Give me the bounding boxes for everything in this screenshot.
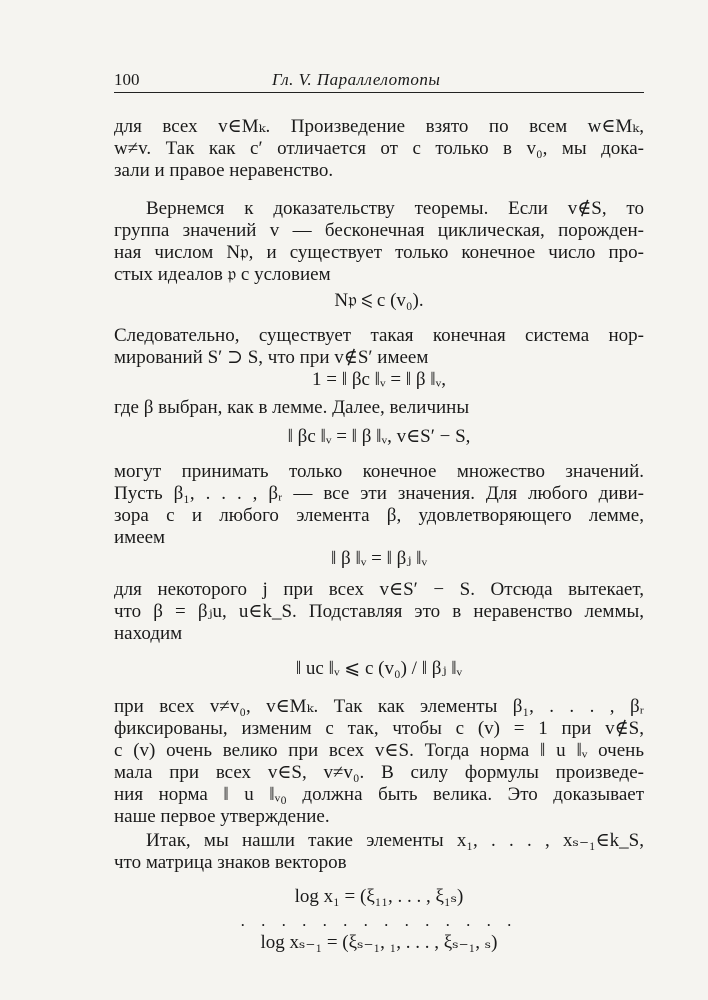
text-line: наше первое утверждение. [114, 806, 330, 827]
text-line: мала при всех v∈S, v≠v₀. В силу формулы произведе- [114, 762, 644, 783]
text-line: Следовательно, существует такая конечная система нор- [114, 325, 644, 346]
running-header [114, 70, 644, 93]
text-line: для некоторого j при всех v∈S′ − S. Отсюда вытекает, [114, 579, 644, 600]
display-formula: log x₁ = (ξ₁₁, . . . , ξ₁ₛ) [294, 886, 464, 907]
text-line: зали и правое неравенство. [114, 160, 334, 181]
text-line: стых идеалов 𝔭 с условием [114, 264, 331, 285]
text-line: могут принимать только конечное множество значений. [114, 461, 644, 482]
text-line: где β выбран, как в лемме. Далее, величины [114, 397, 470, 418]
text-line: группа значений v — бесконечная циклическая, порожден- [114, 220, 644, 241]
book-page [114, 70, 644, 953]
text-line: фиксированы, изменим c так, чтобы c (v) = 1 при v∉S, [114, 718, 644, 739]
text-line: ная числом N𝔭, и существует только конечное число про- [114, 242, 644, 263]
text-line: w≠v. Так как c′ отличается от c только в v₀, мы дока- [114, 138, 644, 159]
display-formula: 1 = ‖ βc ‖ᵥ = ‖ β ‖ᵥ, [312, 369, 446, 390]
page-number: 100 [114, 70, 140, 89]
display-formula: ‖ uc ‖ᵥ ⩽ c (v₀) / ‖ βⱼ ‖ᵥ [295, 658, 463, 679]
display-formula: ‖ βc ‖ᵥ = ‖ β ‖ᵥ, v∈S′ − S, [287, 426, 471, 447]
text-line: имеем [114, 527, 166, 548]
text-line: находим [114, 623, 183, 644]
text-line: мирований S′ ⊃ S, что при v∉S′ имеем [114, 347, 429, 368]
display-formula: N𝔭 ⩽ c (v₀). [334, 290, 424, 311]
text-line: ния норма ‖ u ‖ᵥ₀ должна быть велика. Это доказывает [114, 784, 644, 805]
display-formula: log xₛ₋₁ = (ξₛ₋₁, ₁, . . . , ξₛ₋₁, ₛ) [260, 932, 498, 953]
text-line: c (v) очень велико при всех v∈S. Тогда норма ‖ u ‖ᵥ очень [114, 740, 644, 761]
text-line: что β = βⱼu, u∈k_S. Подставляя это в неравенство леммы, [114, 601, 644, 622]
paragraph-start: Вернемся к доказательству теоремы. Если v∉S, то [146, 198, 644, 219]
text-line: при всех v≠v₀, v∈Mₖ. Так как элементы β₁, . . . , βᵣ [114, 696, 644, 717]
text-line: Пусть β₁, . . . , βᵣ — все эти значения. Для любого диви- [114, 483, 644, 504]
text-line: для всех v∈Mₖ. Произведение взято по всем w∈Mₖ, [114, 116, 644, 137]
text-line: что матрица знаков векторов [114, 852, 347, 873]
matrix-ellipsis-row: . . . . . . . . . . . . . . [240, 911, 518, 930]
paragraph-start: Итак, мы нашли такие элементы x₁, . . . , xₛ₋₁∈k_S, [146, 830, 644, 851]
chapter-title: Гл. V. Параллелотопы [272, 70, 441, 89]
display-formula: ‖ β ‖ᵥ = ‖ βⱼ ‖ᵥ [330, 548, 428, 569]
text-line: зора c и любого элемента β, удовлетворяющего лемме, [114, 505, 644, 526]
